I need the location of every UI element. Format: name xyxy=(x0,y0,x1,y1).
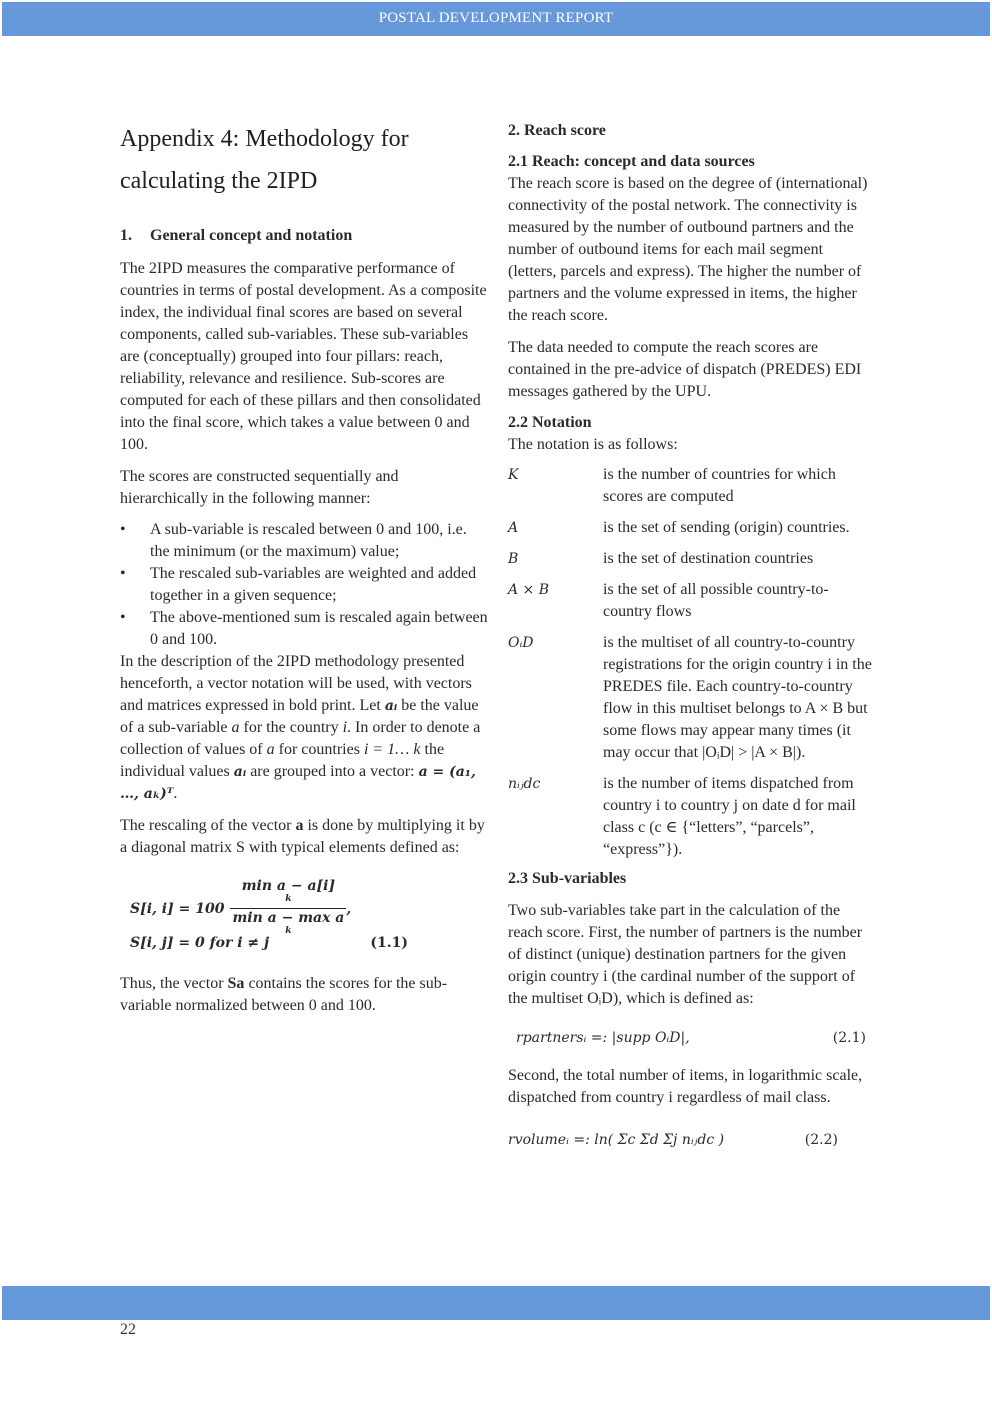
notation-symbol: OᵢD xyxy=(508,635,534,651)
heading-sub-variables: 2.3 Sub-variables xyxy=(508,870,627,887)
notation-description: is the set of sending (origin) countries. xyxy=(603,519,850,536)
equation-expression: rpartnersᵢ =: |supp OᵢD|, xyxy=(516,1030,690,1046)
notation-row xyxy=(508,464,874,508)
list-item: • The above-mentioned sum is rescaled again between 0 and 100. xyxy=(120,609,488,648)
notation-symbol: A × B xyxy=(508,582,550,598)
formula-fraction-row: S[i, i] = 100 min a − a[i] k min a − max a k , xyxy=(130,877,351,940)
paragraph-scores: The scores are constructed sequentially and hierarchically in the following manner: xyxy=(120,468,399,507)
paragraph-data-needed: The data needed to compute the reach scores are contained in the pre-advice of dispatch (PREDES) EDI messages gathered by the UPU. xyxy=(508,339,862,400)
section-heading-text: General concept and notation xyxy=(150,227,353,244)
paragraph-sub-variables: Two sub-variables take part in the calculation of the reach score. First, the number of partners is the number of distinct (unique) destination partners for the given origin country i (the cardinal number of the support of the multiset OᵢD), which is defined as: xyxy=(508,902,863,1007)
section-number: 1. xyxy=(120,227,132,244)
formula-lhs: S[i, i] = 100 xyxy=(130,900,225,917)
formula-1-1 xyxy=(120,877,488,957)
notation-description: is the number of countries for which scores are computed xyxy=(603,466,836,505)
equation-2-2 xyxy=(508,1129,874,1151)
equation-number: (1.1) xyxy=(370,935,408,951)
appendix-title xyxy=(120,118,488,202)
notation-row xyxy=(508,548,874,570)
notation-symbol: A xyxy=(508,520,519,536)
paragraph-thus: Thus, the vector Sa contains the scores for the sub-variable normalized between 0 and 100. xyxy=(120,975,448,1014)
notation-table xyxy=(508,464,874,861)
notation-row xyxy=(508,517,874,539)
footer-band xyxy=(2,1286,990,1320)
paragraph-vector-notation: In the description of the 2IPD methodology presented henceforth, a vector notation will be used, with vectors and matrices expressed in bold print. Let aᵢ be the value of a sub-variable a for the country i. In order to denote a collection of values of a for countries i = 1… k the individual values aᵢ are grouped into a vector: a = (a₁, …, aₖ)ᵀ. xyxy=(120,653,481,802)
report-header-band xyxy=(2,2,990,36)
notation-row xyxy=(508,579,874,623)
paragraph-total-items: Second, the total number of items, in logarithmic scale, dispatched from country i regardless of mail class. xyxy=(508,1067,863,1106)
appendix-title-line2: calculating the 2IPD xyxy=(120,168,318,194)
list-item: • A sub-variable is rescaled between 0 and 100, i.e. the minimum (or the maximum) value; xyxy=(120,521,467,560)
bullet-list xyxy=(120,519,488,651)
notation-symbol: nᵢⱼdc xyxy=(508,776,541,792)
notation-symbol: K xyxy=(508,467,519,483)
paragraph-reach-basis: The reach score is based on the degree of (international) connectivity of the postal network. The connectivity is measured by the number of outbound partners and the number of outbound items for each mail segment (letters, parcels and express). The higher the number of partners and the volume expressed in items, the higher the reach score. xyxy=(508,175,868,324)
bullet-icon: • xyxy=(120,565,126,582)
equation-expression: rvolumeᵢ =: ln( Σc Σd Σj nᵢⱼdc ) xyxy=(508,1132,725,1148)
list-item: • The rescaled sub-variables are weighted and added together in a given sequence; xyxy=(120,565,477,604)
paragraph-rescaling: The rescaling of the vector a is done by multiplying it by a diagonal matrix S with typical elements defined as: xyxy=(120,817,485,856)
paragraph-intro: The 2IPD measures the comparative performance of countries in terms of postal development. As a composite index, the individual final scores are based on several components, called sub-variables. These sub-variables are (conceptually) grouped into four pillars: reach, reliability, relevance and resilience. Sub-scores are computed for each of these pillars and then consolidated into the final score, which takes a value between 0 and 100. xyxy=(120,260,487,453)
report-title: POSTAL DEVELOPMENT REPORT xyxy=(378,10,614,26)
bullet-icon: • xyxy=(120,609,126,626)
heading-notation: 2.2 Notation xyxy=(508,414,592,431)
left-column xyxy=(120,118,488,1017)
notation-description: is the multiset of all country-to-country registrations for the origin country i in the PREDES file. Each country-to-country flow in this multiset belongs to A × B but some flows may appear many times (it may occur that |OᵢD| > |A × B|). xyxy=(603,634,872,761)
formula-fraction xyxy=(230,877,346,940)
right-column xyxy=(508,118,874,1151)
notation-symbol: B xyxy=(508,551,519,567)
equation-number: (2.2) xyxy=(804,1132,838,1148)
page-number: 22 xyxy=(120,1321,136,1338)
heading-reach-concept: 2.1 Reach: concept and data sources xyxy=(508,153,755,170)
heading-reach-score: 2. Reach score xyxy=(508,122,606,139)
notation-row xyxy=(508,632,874,764)
appendix-title-line1: Appendix 4: Methodology for xyxy=(120,126,409,152)
equation-number: (2.1) xyxy=(832,1030,866,1046)
formula-denominator: min a − max a k xyxy=(232,910,345,936)
notation-description: is the set of destination countries xyxy=(603,550,814,567)
section-heading-general xyxy=(120,225,488,247)
bullet-icon: • xyxy=(120,521,126,538)
formula-line2: S[i, j] = 0 for i ≠ j xyxy=(130,935,270,951)
equation-2-1 xyxy=(508,1027,874,1049)
notation-description: is the number of items dispatched from country i to country j on date d for mail class c (c ∈ {“letters”, “parcels”, “express”}). xyxy=(603,775,856,858)
formula-numerator: min a − a[i] k xyxy=(241,878,336,904)
notation-description: is the set of all possible country-to-country flows xyxy=(603,581,829,620)
notation-intro: The notation is as follows: xyxy=(508,436,678,453)
notation-row xyxy=(508,773,874,861)
